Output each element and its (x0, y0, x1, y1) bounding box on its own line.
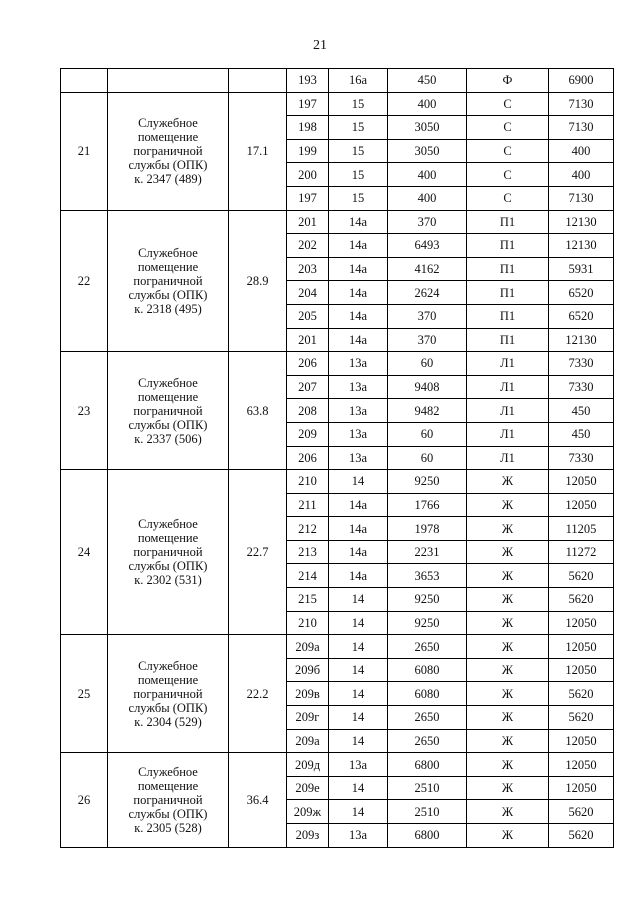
offset-cell: 400 (388, 92, 467, 116)
offset-cell: 400 (388, 186, 467, 210)
description-line: пограничной (133, 403, 203, 418)
offset-cell: 2650 (388, 729, 467, 753)
offset-cell: 6800 (388, 753, 467, 777)
room-description-cell (108, 470, 229, 635)
point-number-cell: 201 (287, 328, 329, 352)
distance-cell: 7330 (549, 352, 614, 376)
offset-cell: 3050 (388, 139, 467, 163)
letter-code-cell: Л1 (467, 422, 549, 446)
point-number-cell: 200 (287, 163, 329, 187)
line-number-cell: 14 (329, 611, 388, 635)
line-number-cell: 13а (329, 399, 388, 423)
point-number-cell: 206 (287, 446, 329, 470)
letter-code-cell: С (467, 92, 549, 116)
distance-cell: 450 (549, 422, 614, 446)
offset-cell: 450 (388, 69, 467, 93)
letter-code-cell: Л1 (467, 446, 549, 470)
distance-cell: 5620 (549, 588, 614, 612)
distance-cell: 12130 (549, 234, 614, 258)
description-line: службы (ОПК) (128, 700, 208, 715)
letter-code-cell: Ж (467, 564, 549, 588)
line-number-cell: 14а (329, 234, 388, 258)
letter-code-cell: Ж (467, 517, 549, 541)
point-number-cell: 201 (287, 210, 329, 234)
empty-cell (108, 69, 229, 93)
distance-cell: 7330 (549, 446, 614, 470)
line-number-cell: 13а (329, 352, 388, 376)
table-body (61, 69, 614, 848)
letter-code-cell: Ж (467, 800, 549, 824)
description-line: помещение (137, 531, 199, 546)
letter-code-cell: Ж (467, 611, 549, 635)
distance-cell: 12050 (549, 658, 614, 682)
point-number-cell: 197 (287, 186, 329, 210)
description-line: службы (ОПК) (128, 417, 208, 432)
distance-cell: 11205 (549, 517, 614, 541)
line-number-cell: 14а (329, 257, 388, 281)
description-line: помещение (137, 259, 199, 274)
point-number-cell: 209в (287, 682, 329, 706)
point-number-cell: 207 (287, 375, 329, 399)
letter-code-cell: П1 (467, 210, 549, 234)
line-number-cell: 13а (329, 446, 388, 470)
distance-cell: 5620 (549, 682, 614, 706)
line-number-cell: 15 (329, 163, 388, 187)
table-row (61, 753, 614, 777)
point-number-cell: 209з (287, 824, 329, 848)
offset-cell: 370 (388, 304, 467, 328)
offset-cell: 3653 (388, 564, 467, 588)
line-number-cell: 14а (329, 281, 388, 305)
distance-cell: 12050 (549, 470, 614, 494)
letter-code-cell: П1 (467, 328, 549, 352)
letter-code-cell: Ж (467, 729, 549, 753)
offset-cell: 9482 (388, 399, 467, 423)
point-number-cell: 205 (287, 304, 329, 328)
table-row (61, 92, 614, 116)
distance-cell: 12050 (549, 493, 614, 517)
offset-cell: 370 (388, 210, 467, 234)
description-line: помещение (137, 130, 199, 145)
distance-cell: 11272 (549, 540, 614, 564)
line-number-cell: 14 (329, 470, 388, 494)
distance-cell: 5620 (549, 564, 614, 588)
letter-code-cell: С (467, 139, 549, 163)
description-line: к. 2318 (495) (134, 301, 202, 316)
description-line: помещение (137, 389, 199, 404)
line-number-cell: 15 (329, 139, 388, 163)
distance-cell: 400 (549, 163, 614, 187)
letter-code-cell: Л1 (467, 375, 549, 399)
distance-cell: 12050 (549, 729, 614, 753)
room-description-cell (108, 92, 229, 210)
offset-cell: 1766 (388, 493, 467, 517)
description-line: пограничной (133, 144, 203, 159)
point-number-cell: 206 (287, 352, 329, 376)
description-line: Служебное (138, 116, 198, 131)
line-number-cell: 14 (329, 776, 388, 800)
area-cell: 22.2 (229, 635, 287, 753)
line-number-cell: 13а (329, 824, 388, 848)
area-cell: 28.9 (229, 210, 287, 352)
offset-cell: 2650 (388, 706, 467, 730)
line-number-cell: 14 (329, 658, 388, 682)
page-number: 21 (313, 38, 327, 53)
line-number-cell: 14 (329, 800, 388, 824)
letter-code-cell: Ж (467, 753, 549, 777)
letter-code-cell: Л1 (467, 399, 549, 423)
description-line: к. 2305 (528) (134, 820, 202, 835)
offset-cell: 9250 (388, 611, 467, 635)
line-number-cell: 14а (329, 304, 388, 328)
description-line: помещение (137, 778, 199, 793)
coordinates-table (60, 68, 614, 848)
description-line: Служебное (138, 375, 198, 390)
point-number-cell: 193 (287, 69, 329, 93)
line-number-cell: 14 (329, 706, 388, 730)
offset-cell: 2510 (388, 800, 467, 824)
letter-code-cell: Ж (467, 540, 549, 564)
offset-cell: 9250 (388, 588, 467, 612)
letter-code-cell: П1 (467, 304, 549, 328)
letter-code-cell: С (467, 186, 549, 210)
distance-cell: 5620 (549, 706, 614, 730)
area-cell: 36.4 (229, 753, 287, 847)
line-number-cell: 13а (329, 753, 388, 777)
letter-code-cell: Ж (467, 682, 549, 706)
offset-cell: 9408 (388, 375, 467, 399)
room-description-cell (108, 635, 229, 753)
line-number-cell: 15 (329, 92, 388, 116)
point-number-cell: 204 (287, 281, 329, 305)
line-number-cell: 14 (329, 729, 388, 753)
offset-cell: 6080 (388, 682, 467, 706)
offset-cell: 60 (388, 422, 467, 446)
letter-code-cell: Ж (467, 706, 549, 730)
description-line: к. 2302 (531) (134, 573, 202, 588)
line-number-cell: 14а (329, 210, 388, 234)
table-row (61, 210, 614, 234)
point-number-cell: 211 (287, 493, 329, 517)
offset-cell: 370 (388, 328, 467, 352)
room-number-cell: 21 (61, 92, 108, 210)
description-line: Служебное (138, 245, 198, 260)
letter-code-cell: Ж (467, 658, 549, 682)
empty-cell (61, 69, 108, 93)
offset-cell: 2510 (388, 776, 467, 800)
table-row (61, 69, 614, 93)
point-number-cell: 198 (287, 116, 329, 140)
letter-code-cell: Ж (467, 776, 549, 800)
room-number-cell: 22 (61, 210, 108, 352)
letter-code-cell: Л1 (467, 352, 549, 376)
point-number-cell: 209б (287, 658, 329, 682)
description-line: пограничной (133, 792, 203, 807)
point-number-cell: 212 (287, 517, 329, 541)
table-row (61, 352, 614, 376)
room-description-cell (108, 210, 229, 352)
letter-code-cell: П1 (467, 234, 549, 258)
line-number-cell: 14 (329, 588, 388, 612)
distance-cell: 7130 (549, 116, 614, 140)
description-line: Служебное (138, 658, 198, 673)
point-number-cell: 210 (287, 611, 329, 635)
point-number-cell: 203 (287, 257, 329, 281)
letter-code-cell: Ж (467, 588, 549, 612)
room-number-cell: 25 (61, 635, 108, 753)
offset-cell: 1978 (388, 517, 467, 541)
description-line: пограничной (133, 273, 203, 288)
description-line: Служебное (138, 517, 198, 532)
line-number-cell: 14а (329, 540, 388, 564)
area-cell: 17.1 (229, 92, 287, 210)
distance-cell: 7330 (549, 375, 614, 399)
point-number-cell: 209 (287, 422, 329, 446)
line-number-cell: 15 (329, 186, 388, 210)
offset-cell: 4162 (388, 257, 467, 281)
area-cell: 22.7 (229, 470, 287, 635)
line-number-cell: 15 (329, 116, 388, 140)
offset-cell: 2650 (388, 635, 467, 659)
room-description-cell (108, 753, 229, 847)
distance-cell: 6900 (549, 69, 614, 93)
offset-cell: 6080 (388, 658, 467, 682)
point-number-cell: 215 (287, 588, 329, 612)
point-number-cell: 197 (287, 92, 329, 116)
description-line: Служебное (138, 764, 198, 779)
description-line: службы (ОПК) (128, 559, 208, 574)
line-number-cell: 13а (329, 375, 388, 399)
line-number-cell: 13а (329, 422, 388, 446)
distance-cell: 5620 (549, 824, 614, 848)
room-description-cell (108, 352, 229, 470)
letter-code-cell: Ж (467, 824, 549, 848)
empty-cell (229, 69, 287, 93)
point-number-cell: 209а (287, 635, 329, 659)
point-number-cell: 208 (287, 399, 329, 423)
letter-code-cell: П1 (467, 281, 549, 305)
description-line: помещение (137, 672, 199, 687)
point-number-cell: 199 (287, 139, 329, 163)
line-number-cell: 14а (329, 328, 388, 352)
line-number-cell: 14 (329, 682, 388, 706)
offset-cell: 400 (388, 163, 467, 187)
room-number-cell: 23 (61, 352, 108, 470)
distance-cell: 5931 (549, 257, 614, 281)
distance-cell: 12050 (549, 635, 614, 659)
point-number-cell: 214 (287, 564, 329, 588)
point-number-cell: 209е (287, 776, 329, 800)
point-number-cell: 209д (287, 753, 329, 777)
offset-cell: 3050 (388, 116, 467, 140)
room-number-cell: 26 (61, 753, 108, 847)
distance-cell: 450 (549, 399, 614, 423)
point-number-cell: 202 (287, 234, 329, 258)
line-number-cell: 14а (329, 493, 388, 517)
description-line: пограничной (133, 545, 203, 560)
offset-cell: 2231 (388, 540, 467, 564)
table-row (61, 635, 614, 659)
offset-cell: 60 (388, 446, 467, 470)
offset-cell: 9250 (388, 470, 467, 494)
distance-cell: 12050 (549, 776, 614, 800)
letter-code-cell: С (467, 116, 549, 140)
description-line: к. 2337 (506) (134, 431, 202, 446)
offset-cell: 6493 (388, 234, 467, 258)
line-number-cell: 14 (329, 635, 388, 659)
offset-cell: 2624 (388, 281, 467, 305)
description-line: к. 2347 (489) (134, 172, 202, 187)
description-line: службы (ОПК) (128, 158, 208, 173)
point-number-cell: 209г (287, 706, 329, 730)
distance-cell: 5620 (549, 800, 614, 824)
description-line: пограничной (133, 686, 203, 701)
distance-cell: 7130 (549, 92, 614, 116)
point-number-cell: 213 (287, 540, 329, 564)
distance-cell: 12050 (549, 611, 614, 635)
distance-cell: 12130 (549, 210, 614, 234)
description-line: к. 2304 (529) (134, 714, 202, 729)
letter-code-cell: П1 (467, 257, 549, 281)
distance-cell: 12130 (549, 328, 614, 352)
distance-cell: 6520 (549, 281, 614, 305)
distance-cell: 7130 (549, 186, 614, 210)
offset-cell: 6800 (388, 824, 467, 848)
letter-code-cell: Ж (467, 635, 549, 659)
point-number-cell: 209а (287, 729, 329, 753)
table-row (61, 470, 614, 494)
line-number-cell: 14а (329, 564, 388, 588)
distance-cell: 400 (549, 139, 614, 163)
letter-code-cell: Ж (467, 493, 549, 517)
letter-code-cell: Ж (467, 470, 549, 494)
letter-code-cell: С (467, 163, 549, 187)
offset-cell: 60 (388, 352, 467, 376)
description-line: службы (ОПК) (128, 287, 208, 302)
line-number-cell: 14а (329, 517, 388, 541)
area-cell: 63.8 (229, 352, 287, 470)
description-line: службы (ОПК) (128, 806, 208, 821)
distance-cell: 12050 (549, 753, 614, 777)
letter-code-cell: Ф (467, 69, 549, 93)
distance-cell: 6520 (549, 304, 614, 328)
room-number-cell: 24 (61, 470, 108, 635)
point-number-cell: 210 (287, 470, 329, 494)
line-number-cell: 16а (329, 69, 388, 93)
point-number-cell: 209ж (287, 800, 329, 824)
